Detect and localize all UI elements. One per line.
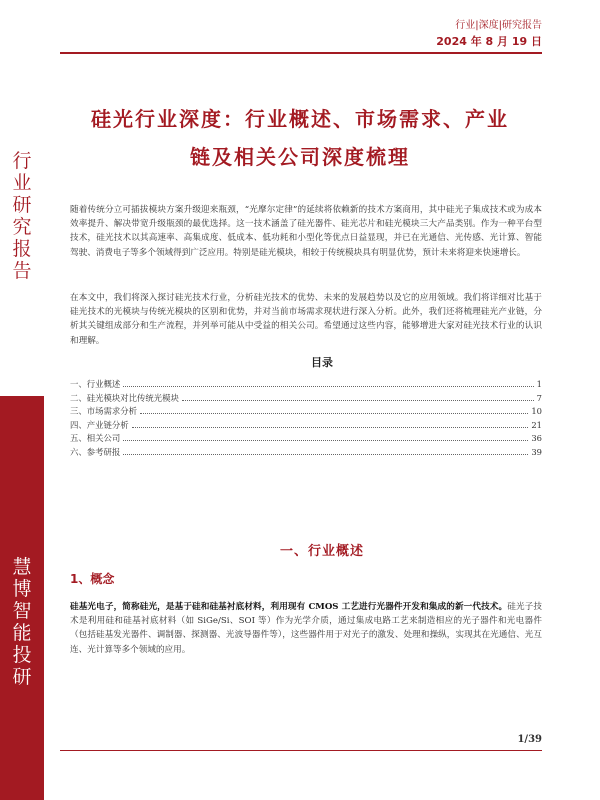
sidebar-label-report-type: [0, 150, 44, 282]
table-of-contents: [70, 378, 542, 459]
intro-paragraph-1: 随着传统分立可插拔模块方案升级迎来瓶颈，“光摩尔定律”的延续将依赖新的技术方案商用，其中硅光子集成技术或为成本效率提升、解决带宽升级瓶颈的最优选择。这一技术涵盖了硅光器件、硅光芯片和硅光模块三大产品类别。作为一种平台型技术，硅光技术以其高速率、高集成度、低成本、低功耗和小型化等优点日益显现，并已在光通信、光传感、光计算、智能驾驶、消费电子等多个领域得到广泛应用。特别是硅光模块，相较于传统模块具有明显优势，预计未来将迎来快速增长。: [70, 205, 542, 258]
sidebar-char: 报: [12, 238, 32, 260]
sidebar-char: 能: [12, 622, 32, 644]
toc-entry[interactable]: [70, 432, 542, 446]
toc-entry-label: 六、参考研报: [70, 446, 121, 457]
sidebar-char: 慧: [12, 556, 32, 578]
toc-entry-label: 五、相关公司: [70, 433, 121, 443]
toc-entry-page: 39: [531, 446, 542, 457]
sidebar-char: 告: [12, 260, 32, 282]
toc-leader-dots: [123, 448, 528, 455]
sidebar-char: 研: [12, 194, 32, 216]
sidebar-char: 究: [12, 216, 32, 238]
sidebar-char: 投: [12, 644, 32, 666]
toc-entry-page: 36: [531, 433, 542, 443]
toc-leader-dots: [182, 394, 534, 401]
toc-entry-label: 三、市场需求分析: [70, 406, 137, 416]
subsection-heading: 1、概念: [70, 572, 115, 586]
toc-entry-label: 四、产业链分析: [70, 419, 129, 430]
title-line-1: 硅光行业深度：行业概述、市场需求、产业: [91, 107, 509, 131]
toc-entry-page: 7: [536, 392, 542, 403]
toc-leader-dots: [123, 380, 533, 387]
toc-entry[interactable]: [70, 378, 542, 392]
toc-leader-dots: [132, 421, 529, 428]
concept-paragraph: [70, 600, 542, 657]
toc-leader-dots: [140, 407, 528, 414]
title-line-2: 链及相关公司深度梳理: [190, 145, 410, 169]
sidebar-char: 博: [12, 578, 32, 600]
report-date: 2024 年 8 月 19 日: [436, 35, 542, 48]
sidebar-label-brand: [0, 556, 44, 688]
toc-entry[interactable]: [70, 392, 542, 406]
sidebar-char: 智: [12, 600, 32, 622]
toc-entry-label: 二、硅光模块对比传统光模块: [70, 392, 179, 403]
intro-paragraph-2: 在本文中，我们将深入探讨硅光技术行业，分析硅光技术的优势、未来的发展趋势以及它的应用领域。我们将详细对比基于硅光技术的光模块与传统光模块的区别和优势，并对当前市场需求现状进行深入分析。此外，我们还将梳理硅光产业链，分析其关键组成部分和生产流程，并列举可能从中受益的相关公司。希望通过这些内容，能够增进大家对硅光技术行业的认识和理解。: [70, 293, 542, 346]
page-number: 1/39: [517, 734, 542, 745]
page-title: [70, 100, 530, 176]
sidebar-char: 研: [12, 666, 32, 688]
sidebar-char: 业: [12, 172, 32, 194]
toc-entry-page: 10: [531, 406, 542, 416]
header-divider: [60, 52, 542, 54]
toc-entry[interactable]: [70, 419, 542, 433]
header-meta: [436, 18, 542, 50]
footer-divider: [60, 750, 542, 751]
toc-entry-page: 1: [536, 379, 542, 389]
sidebar-char: 行: [12, 150, 32, 172]
toc-entry-label: 一、行业概述: [70, 379, 121, 389]
concept-body: 硅光子技术是利用硅和硅基衬底材料（如 SiGe/Si、SOI 等）作为光学介质，通过集成电路工艺来制造相应的光子器件和光电器件（包括硅基发光器件、调制器、探测器、光波导器件等），这些器件用于对光子的激发、处理和操纵，实现其在光通信、光互连、光计算等多个领域的应用。: [70, 602, 542, 655]
toc-title: 目录: [311, 356, 333, 369]
toc-entry-page: 21: [531, 419, 542, 430]
toc-leader-dots: [123, 434, 528, 441]
concept-bold-lead: 硅基光电子，简称硅光，是基于硅和硅基衬底材料，利用现有 CMOS 工艺进行光器件开发和集成的新一代技术。: [70, 602, 508, 612]
sidebar: [0, 0, 44, 800]
section-heading: 一、行业概述: [279, 544, 364, 559]
toc-entry[interactable]: [70, 405, 542, 419]
report-category: 行业|深度|研究报告: [455, 20, 542, 31]
toc-entry[interactable]: [70, 446, 542, 460]
